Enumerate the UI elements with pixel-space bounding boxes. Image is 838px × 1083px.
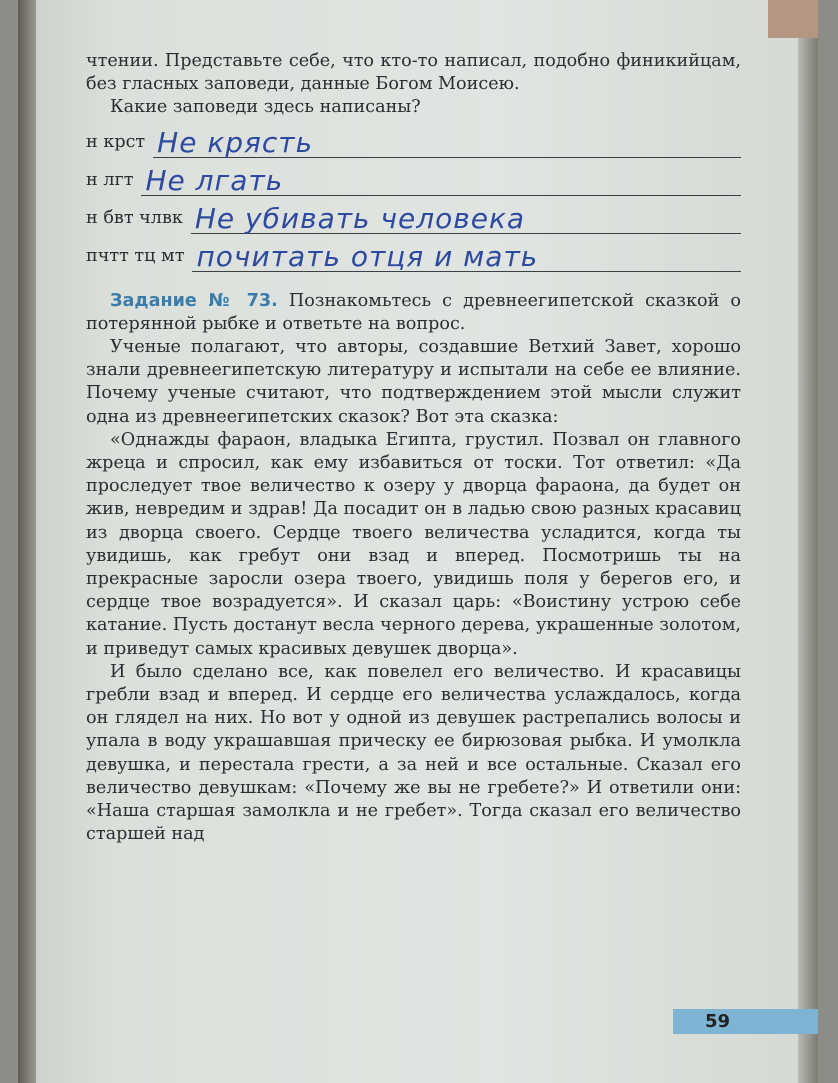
page-edge-shadow	[798, 0, 818, 1083]
page-content	[86, 50, 741, 846]
answer-code: пчтт тц мт	[86, 245, 185, 266]
answer-line[interactable]	[191, 203, 741, 234]
task-number: Задание № 73.	[110, 290, 278, 311]
answer-row	[86, 158, 741, 196]
handwritten-answer: Не убивать человека	[194, 201, 526, 235]
book-spine-shadow	[18, 0, 36, 1083]
handwritten-answer: Не крясть	[157, 125, 314, 159]
background-corner	[768, 0, 818, 38]
paragraph: И было сделано все, как повелел его величество. И красавицы гребли взад и вперед. И сердце его величества услаждалось, когда он глядел на них. Но вот у одной из девушек растрепались волосы и упала в воду украшавшая прическу ее бирюзовая рыбка. И умолкла девушка, и перестала грести, а за ней и все остальные. Сказал его величество девушкам: «Почему же вы не гребете?» И ответили они: «Наша старшая замолкла и не гребет». Тогда сказал его величество старшей над	[86, 661, 741, 845]
intro-text: чтении. Представьте себе, что кто-то написал, подобно финикийцам, без гласных заповеди, данные Богом Моисею.	[86, 51, 741, 95]
book-page	[18, 0, 818, 1083]
answer-code: н бвт члвк	[86, 207, 183, 228]
handwritten-answer: Не лгать	[145, 163, 284, 197]
answer-code: н лгт	[86, 169, 134, 190]
answer-code: н крст	[86, 131, 146, 152]
task-text: Познакомьтесь с древнеегипетской сказкой о потерянной рыбке и ответьте на вопрос.	[86, 290, 741, 334]
answer-line[interactable]	[153, 127, 741, 158]
task-header	[86, 290, 741, 336]
page-number: 59	[673, 1009, 818, 1034]
paragraph: «Однажды фараон, владыка Египта, грустил. Позвал он главного жреца и спросил, как ему избавиться от тоски. Тот ответил: «Да проследует твое величество к озеру у дворца фараона, да будет он жив, невредим и здрав! Да посадит он в ладью свою разных красавиц из дворца своего. Сердце твоего величества усладится, когда ты увидишь, как гребут они взад и вперед. Посмотришь ты на прекрасные заросли озера твоего, увидишь поля у берегов его, и сердце твое возрадуется». И сказал царь: «Воистину устрою себе катание. Пусть достанут весла черного дерева, украшенные золотом, и приведут самых красивых девушек дворца».	[86, 429, 741, 659]
question-text: Какие заповеди здесь написаны?	[110, 97, 421, 118]
answer-row	[86, 234, 741, 272]
answer-row	[86, 120, 741, 158]
paragraph: Ученые полагают, что авторы, создавшие Ветхий Завет, хорошо знали древнеегипетскую литературу и испытали на себе ее влияние. Почему ученые считают, что подтверждением этой мысли служит одна из древнеегипетских сказок? Вот эта сказка:	[86, 337, 741, 427]
answer-line[interactable]	[192, 241, 741, 272]
answer-row	[86, 196, 741, 234]
handwritten-answer: почитать отця и мать	[196, 239, 539, 273]
answer-line[interactable]	[141, 165, 741, 196]
